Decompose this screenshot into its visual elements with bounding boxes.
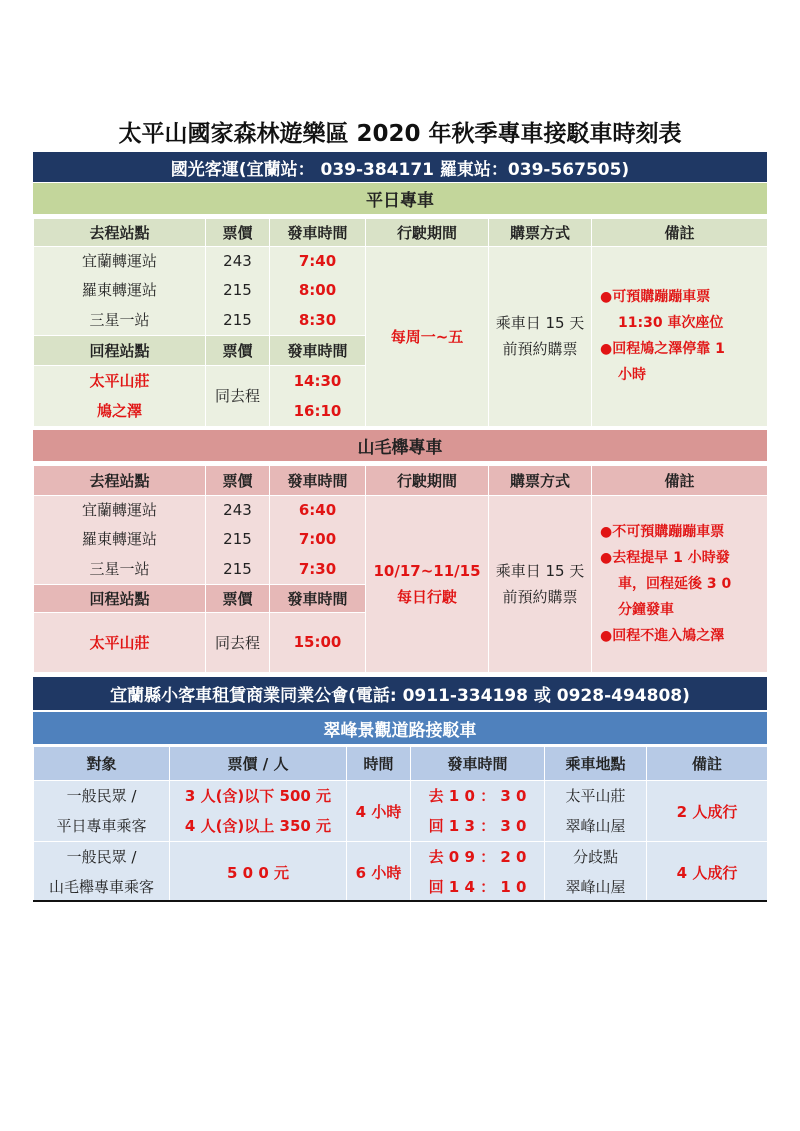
weekday-return-station: 鳩之澤 (96, 401, 142, 420)
shanmaoju-return-time: 15:00 (270, 612, 366, 672)
cuifeng-target (34, 842, 170, 903)
kuokuang-banner (33, 152, 767, 182)
weekday-banner (33, 183, 767, 214)
cuifeng-duration: 6 小時 (347, 842, 411, 903)
weekday-header-period: 行駛期間 (366, 219, 489, 247)
cuifeng-header-duration: 時間 (347, 747, 411, 781)
cuifeng-target-line: 平日專車乘客 (56, 817, 147, 835)
shanmaoju-note-line: 分鐘發車 (618, 601, 674, 618)
weekday-return-time: 16:10 (293, 401, 342, 420)
cuifeng-pickup-line: 翠峰山屋 (565, 878, 626, 896)
shanmaoju-return-header-fare: 票價 (206, 584, 270, 612)
weekday-notes (592, 247, 768, 427)
shanmaoju-fare: 215 (223, 559, 252, 578)
cuifeng-target-line: 一般民眾 / (66, 848, 137, 866)
cuifeng-banner (33, 712, 767, 744)
shanmaoju-station: 羅東轉運站 (81, 530, 157, 549)
cuifeng-header-target: 對象 (34, 747, 170, 781)
shanmaoju-header-ticket: 購票方式 (489, 466, 592, 496)
page-title: 太平山國家森林遊樂區 2020 年秋季專車接駁車時刻表 (118, 121, 682, 147)
shanmaoju-period-line: 每日行駛 (396, 587, 457, 606)
shanmaoju-ticket-line: 前預約購票 (502, 587, 578, 606)
shanmaoju-period-line: 10/17~11/15 (373, 561, 481, 580)
cuifeng-fare: 5 0 0 元 (170, 842, 347, 903)
shanmaoju-time: 7:00 (298, 530, 337, 549)
cuifeng-header-fare: 票價 / 人 (170, 747, 347, 781)
cuifeng-header-time: 發車時間 (411, 747, 545, 781)
cuifeng-target-line: 山毛櫸專車乘客 (48, 878, 154, 896)
cuifeng-fare-line: 4 人(含)以上 350 元 (184, 817, 332, 835)
shanmaoju-outbound-fares (206, 496, 270, 585)
shanmaoju-return-station: 太平山莊 (34, 612, 206, 672)
weekday-banner-text: 平日專車 (366, 191, 434, 211)
cuifeng-time-line: 回 1 4 ： 1 0 (428, 878, 527, 896)
weekday-header-depart-station: 去程站點 (34, 219, 206, 247)
table-row (34, 842, 768, 903)
weekday-station: 宜蘭轉運站 (81, 252, 157, 270)
shanmaoju-fare: 215 (223, 530, 252, 549)
cuifeng-time (411, 842, 545, 903)
shanmaoju-banner (33, 430, 767, 461)
shanmaoju-note-line: 車，回程延後 3 0 (618, 575, 732, 592)
weekday-ticket-line: 乘車日 15 天 (495, 314, 585, 333)
table-row (34, 781, 768, 842)
shanmaoju-station: 三星一站 (89, 559, 150, 578)
shanmaoju-note-line: ●不可預購蹦蹦車票 (600, 523, 725, 540)
kuokuang-banner-text: 國光客運(宜蘭站： 039-384171 羅東站：039-567505) (170, 159, 630, 180)
weekday-outbound-fares (206, 247, 270, 336)
cuifeng-duration: 4 小時 (347, 781, 411, 842)
cuifeng-header-pickup: 乘車地點 (545, 747, 647, 781)
cuifeng-target-line: 一般民眾 / (66, 787, 137, 805)
weekday-note-line: 小時 (618, 367, 646, 384)
cuifeng-table (33, 746, 768, 903)
weekday-return-stations (34, 365, 206, 426)
weekday-table (33, 218, 768, 427)
cuifeng-note: 2 人成行 (647, 781, 768, 842)
shanmaoju-time: 7:30 (298, 559, 337, 578)
weekday-ticket (489, 247, 592, 427)
weekday-header-ticket: 購票方式 (489, 219, 592, 247)
shanmaoju-ticket (489, 496, 592, 673)
cuifeng-pickup (545, 781, 647, 842)
weekday-fare: 243 (223, 252, 252, 270)
cuifeng-pickup-line: 分歧點 (572, 848, 618, 866)
weekday-return-times (270, 365, 366, 426)
weekday-return-header-station: 回程站點 (34, 335, 206, 365)
shanmaoju-header-depart-station: 去程站點 (34, 466, 206, 496)
cuifeng-pickup-line: 翠峰山屋 (565, 817, 626, 835)
shanmaoju-banner-text: 山毛櫸專車 (357, 438, 443, 458)
table-bottom-border (33, 900, 767, 902)
weekday-return-fare: 同去程 (206, 365, 270, 426)
shanmaoju-return-header-time: 發車時間 (270, 584, 366, 612)
weekday-note-line: ●回程鳩之澤停靠 1 (600, 341, 725, 358)
weekday-header-time: 發車時間 (270, 219, 366, 247)
cuifeng-header-note: 備註 (647, 747, 768, 781)
shanmaoju-period (366, 496, 489, 673)
weekday-time: 8:30 (298, 310, 337, 329)
cuifeng-fare-line: 3 人(含)以下 500 元 (184, 787, 332, 805)
cuifeng-pickup (545, 842, 647, 903)
weekday-ticket-line: 前預約購票 (502, 340, 578, 359)
weekday-time: 7:40 (298, 252, 337, 270)
shanmaoju-time: 6:40 (298, 501, 337, 519)
taxi-banner-text: 宜蘭縣小客車租賃商業同業公會(電話: 0911-334198 或 0928-494808) (110, 686, 690, 706)
weekday-station: 三星一站 (89, 310, 150, 329)
shanmaoju-header-time: 發車時間 (270, 466, 366, 496)
weekday-return-header-time: 發車時間 (270, 335, 366, 365)
taxi-banner (33, 677, 767, 710)
weekday-header-fare: 票價 (206, 219, 270, 247)
weekday-return-time: 14:30 (293, 371, 342, 390)
cuifeng-time-line: 回 1 3 ： 3 0 (428, 817, 527, 835)
shanmaoju-ticket-line: 乘車日 15 天 (495, 561, 585, 580)
cuifeng-fare (170, 781, 347, 842)
shanmaoju-table (33, 465, 768, 673)
shanmaoju-notes (592, 496, 768, 673)
weekday-note-line: ●可預購蹦蹦車票 (600, 289, 711, 306)
shanmaoju-return-fare: 同去程 (206, 612, 270, 672)
shanmaoju-outbound-times (270, 496, 366, 585)
weekday-outbound-times (270, 247, 366, 336)
shanmaoju-header-fare: 票價 (206, 466, 270, 496)
cuifeng-banner-text: 翠峰景觀道路接駁車 (323, 720, 477, 741)
cuifeng-time-line: 去 0 9 ： 2 0 (428, 848, 527, 866)
cuifeng-time (411, 781, 545, 842)
shanmaoju-station: 宜蘭轉運站 (81, 501, 157, 519)
weekday-station: 羅東轉運站 (81, 281, 157, 300)
cuifeng-target (34, 781, 170, 842)
weekday-outbound-stations (34, 247, 206, 336)
weekday-time: 8:00 (298, 281, 337, 300)
weekday-fare: 215 (223, 310, 252, 329)
shanmaoju-header-period: 行駛期間 (366, 466, 489, 496)
shanmaoju-note-line: ●去程提早 1 小時發 (600, 549, 730, 566)
weekday-header-note: 備註 (592, 219, 768, 247)
shanmaoju-header-note: 備註 (592, 466, 768, 496)
weekday-return-station: 太平山莊 (89, 371, 150, 390)
shanmaoju-fare: 243 (223, 501, 252, 519)
cuifeng-note: 4 人成行 (647, 842, 768, 903)
cuifeng-pickup-line: 太平山莊 (565, 787, 626, 805)
weekday-return-header-fare: 票價 (206, 335, 270, 365)
shanmaoju-return-header-station: 回程站點 (34, 584, 206, 612)
cuifeng-time-line: 去 1 0 ： 3 0 (428, 787, 527, 805)
weekday-period: 每周一~五 (366, 247, 489, 427)
shanmaoju-outbound-stations (34, 496, 206, 585)
weekday-fare: 215 (223, 281, 252, 300)
weekday-note-line: 11:30 車次座位 (618, 315, 724, 332)
shanmaoju-note-line: ●回程不進入鳩之澤 (600, 627, 725, 644)
